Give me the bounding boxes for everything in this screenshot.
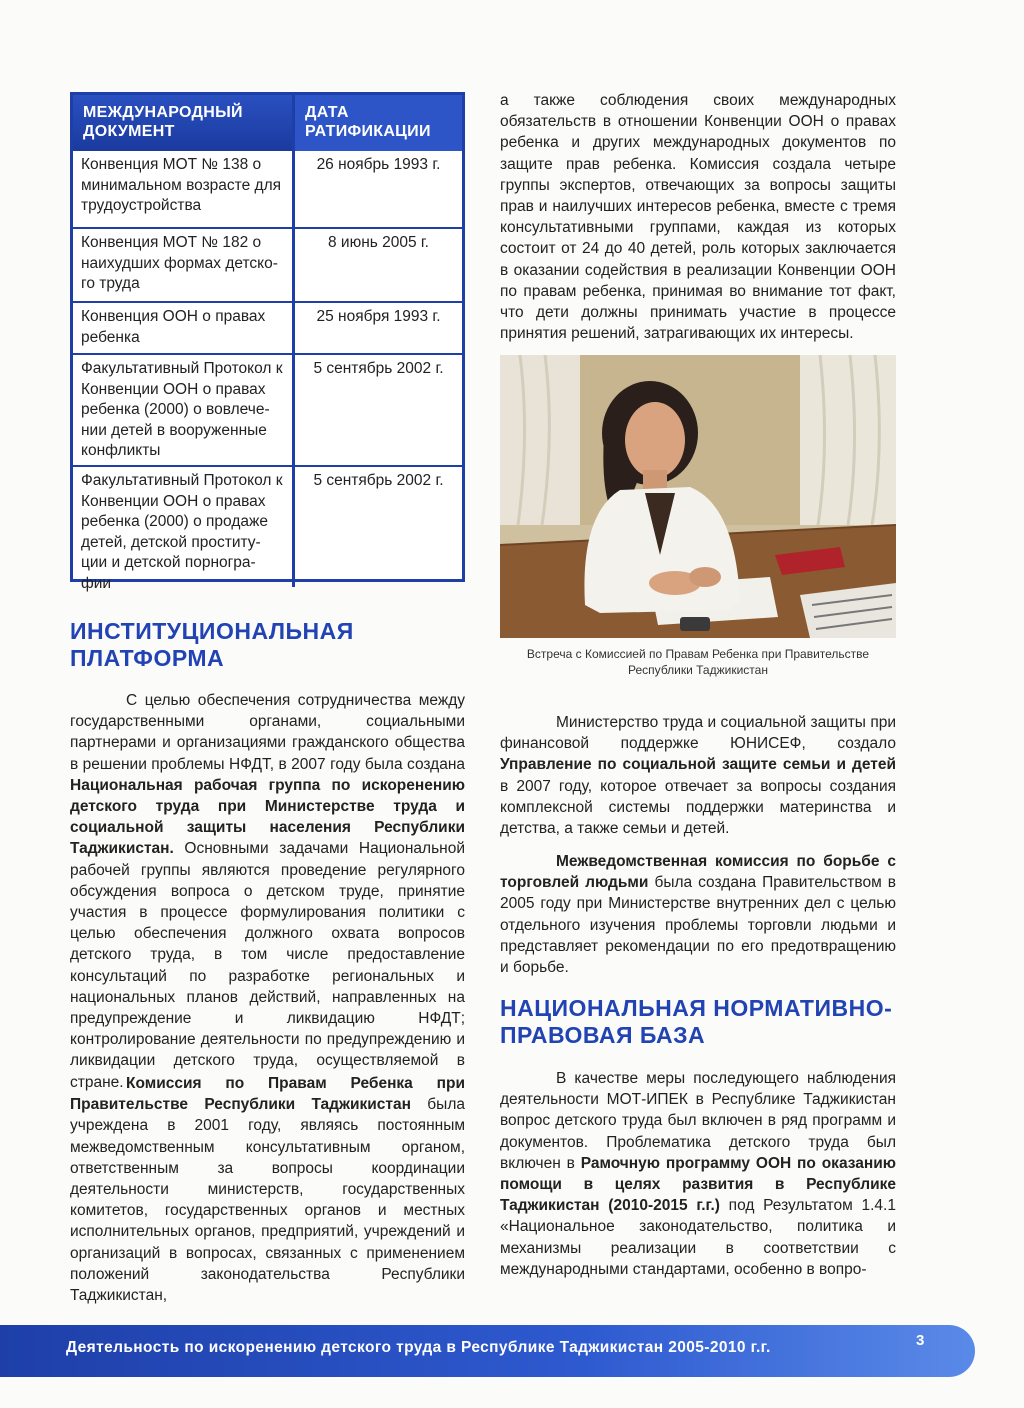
- table-row: [73, 229, 462, 303]
- platform-text-2: Основными задачами Национальной рабочей группы являются проведение регулярного обсуждения вопроса о детском труде, принятие участия в процессе формулирования политики с целью обеспечения должного охвата вопросов детского труда, в том числе предоставление консультаций по разработке региональных и национальных планов действий, направленных на предупреждение и ликвидацию НФДТ; контролирование деятельности по предупреждению и ликвидации детского труда, осуществляемой в стране.: [70, 840, 465, 1091]
- legal-text-1: В качестве меры последующего наблюдения деятельности МОТ-ИПЕК в Республике Таджикистан вопрос детского труда был включен в ряд программ и документов. Проблематика детского труда был включен в: [500, 1070, 896, 1172]
- heading-legal-framework: НАЦИОНАЛЬНАЯ НОРМАТИВНО-ПРАВОВАЯ БАЗА: [500, 995, 893, 1048]
- platform-bold-1: Национальная рабочая группа по искоренению детского труда при Министерстве труда и социальной защиты населения Республики Таджикистан.: [70, 776, 465, 858]
- legal-bold-1: Рамочную программу ООН по оказанию помощи в целях развития в Республике Таджикистан (2010-2015 г.г.): [500, 1154, 897, 1215]
- rights-text-1: была учреждена в 2001 году, являясь постоянным межведомственным консультативным органом, ответственным за вопросы координации деятельности министерств, государственных комитетов, государственных органов и местных исполнительных органов, предприятий, учреждений и организаций в вопросах, связанных с применением положений законодательства Республики Таджикистан,: [70, 1096, 465, 1305]
- legal-framework-paragraph: [500, 1068, 896, 1280]
- table-cell-date: 26 ноябрь 1993 г.: [316, 156, 441, 173]
- table-cell-date: 8 июнь 2005 г.: [327, 234, 429, 251]
- rights-bold-1: Комиссия по Правам Ребенка при Правительстве Республики Таджикистан: [70, 1075, 465, 1114]
- ministry-text-2: в 2007 году, которое отвечает за вопросы создания комплексной системы поддержки материнства и детства, а также семьи и детей.: [500, 777, 896, 838]
- photo-meeting-icon: [500, 355, 896, 638]
- table-row: [73, 467, 462, 592]
- table-row: [73, 303, 462, 355]
- page-number: 3: [916, 1332, 925, 1349]
- table-cell-date: 5 сентябрь 2002 г.: [313, 472, 444, 489]
- table-cell-document: Конвенция МОТ № 138 о минимальном возрасте для трудоустройства: [73, 151, 295, 227]
- table-cell-document: Конвенция ООН о правах ребенка: [73, 303, 295, 353]
- table-cell-document: Факультативный Протокол к Конвенции ООН о правах ребенка (2000) о вовлече-нии детей в вооруженные конфликты: [73, 355, 295, 465]
- table-cell-date: 5 сентябрь 2002 г.: [313, 360, 444, 377]
- table-header-document: МЕЖДУНАРОДНЫЙ ДОКУМЕНТ: [73, 95, 295, 151]
- table-cell-date: 25 ноября 1993 г.: [316, 308, 441, 325]
- platform-text-1: С целью обеспечения сотрудничества между государственными органами, социальными партнерами и организациями гражданского общества в решении проблемы НФДТ, в 2007 году была создана: [70, 692, 465, 773]
- rights-commission-paragraph: [70, 1073, 465, 1306]
- heading-institutional-platform: ИНСТИТУЦИОНАЛЬНАЯ ПЛАТФОРМА: [70, 618, 354, 671]
- table-row: [73, 355, 462, 467]
- commission-bold-1: Межведомственная комиссия по борьбе с торговлей людьми: [500, 853, 896, 892]
- ministry-paragraph: [500, 712, 896, 839]
- table-cell-document: Факультативный Протокол к Конвенции ООН о правах ребенка (2000) о продаже детей, детской проститу-ции и детской порногра-фии: [73, 467, 295, 587]
- commission-text-1: была создана Правительством в 2005 году при Министерстве внутренних дел с целью отдельного изучения проблемы торговли людьми и представляет рекомендации по его предотвращению и борьбе.: [500, 874, 896, 977]
- meeting-photo: [500, 355, 896, 638]
- ratification-table: [70, 92, 465, 592]
- platform-paragraph: [70, 690, 465, 1093]
- legal-text-2: под Результатом 1.4.1 «Национальное законодательство, политика и механизмы реализации в соответствии с международными стандартами, особенно в вопро-: [500, 1197, 896, 1278]
- ministry-text-1: Министерство труда и социальной защиты при финансовой поддержке ЮНИСЕФ, создало: [500, 714, 896, 753]
- table-header-date: ДАТА РАТИФИКАЦИИ: [295, 95, 462, 151]
- photo-caption: Встреча с Комиссией по Правам Ребенка при Правительстве Республики Таджикистан: [526, 647, 870, 677]
- intro-paragraph: а также соблюдения своих международных обязательств в отношении Конвенции ООН о правах ребенка и других международных документов по защите прав ребенка. Комиссия создала четыре группы экспертов, отвечающих за вопросы защиты прав и наилучших интересов ребенка, вместе с тремя консультативными группами, каждая из которых состоит от 24 до 40 детей, роль которых заключается в оказании содействия в реализации Конвенции ООН по правам ребенка, принимая во внимание тот факт, что дети должны принимать участие в процессе принятия решений, затрагивающих их интересы.: [500, 92, 896, 343]
- table-header: [73, 95, 462, 151]
- footer-text: Деятельность по искоренению детского труда в Республике Таджикистан 2005-2010 г.г.: [66, 1339, 771, 1356]
- table-cell-document: Конвенция МОТ № 182 о наихудших формах детско-го труда: [73, 229, 295, 301]
- trafficking-commission-paragraph: [500, 851, 896, 978]
- ministry-bold-1: Управление по социальной защите семьи и детей: [500, 756, 896, 774]
- table-row: [73, 151, 462, 229]
